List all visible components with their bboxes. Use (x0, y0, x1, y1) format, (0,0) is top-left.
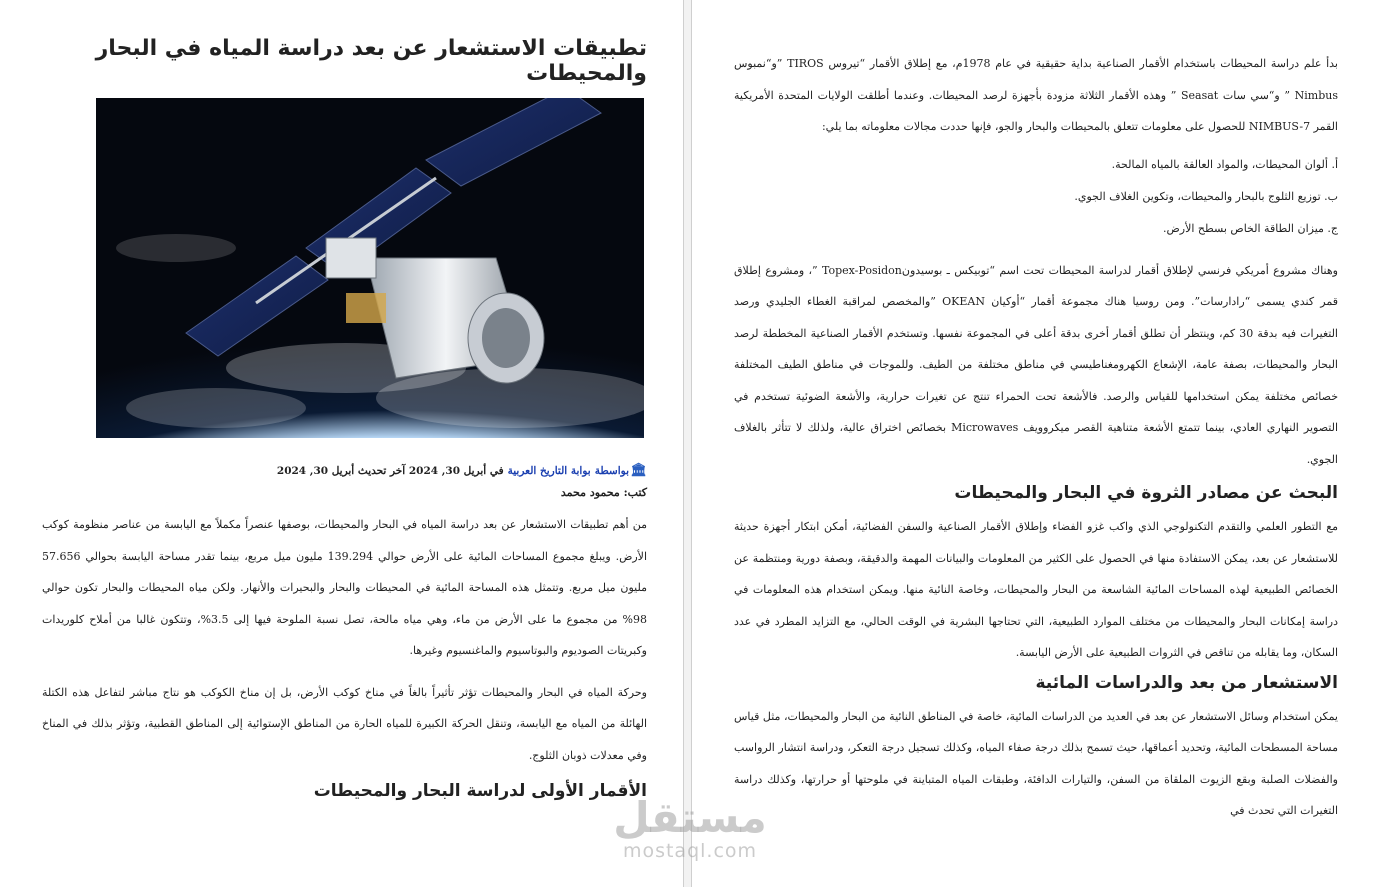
satellite-image (96, 98, 644, 438)
paragraph-1: من أهم تطبيقات الاستشعار عن بعد دراسة المياه في البحار والمحيطات، بوصفها عنصراً مكملاً مع اليابسة من عناصر منظومة كوكب الأرض. ويبلغ مجموع المساحات المائية على الأرض حوالي 139.294 مليون ميل مربع، بينما تقدر مساحة اليابسة بحوالي 57.656 مليون ميل مربع. وتتمثل هذه المساحة المائية في المحيطات والبحار والبحيرات والأنهار. ولكن مياه المحيطات والبحار تكون حوالي 98% من مجموع ما على الأرض من ماء، وهي مياه مالحة، تصل نسبة الملوحة فيها إلى 3.5%، وتتكون غالبا من أملاح كلوريدات وكبريتات الصوديوم والبوتاسيوم والماغنسيوم وغيرها. (42, 518, 648, 657)
watermark-arabic: مستقل (613, 793, 767, 842)
list-item: أ. ألوان المحيطات، والمواد العالقة بالمياه المالحة. (1111, 157, 1338, 171)
watermark-latin: mostaql.com (622, 840, 758, 862)
paragraph-water-studies: يمكن استخدام وسائل الاستشعار عن بعد في العديد من الدراسات المائية، خاصة في المناطق النائية من البحار والمحيطات، مثل قياس مساحة المسطحات المائية، وتحديد أعماقها، حيث تسمح بذلك درجة صفاء المياه، وكذلك تسجيل درجة التعكر، ودراسة انتشار الرواسب والفضلات الصلبة وبقع الزيوت الملقاة من السفن، والتيارات الدافئة، وطبقات المياه المتباينة في ملوحتها أو حرارتها، وكذلك دراسة التغيرات التي تحدث في (734, 709, 1338, 817)
heading-remote-sensing: الاستشعار من بعد والدراسات المائية (1035, 672, 1338, 693)
paragraph-wealth: مع التطور العلمي والتقدم التكنولوجي الذي واكب غزو الفضاء وإطلاق الأقمار الصناعية والسفن الفضائية، أمكن ابتكار أجهزة حديثة للاستشعار عن بعد، يمكن الاستفادة منها في الحصول على الكثير من المعلومات والبيانات المهمة والدقيقة، وبصفة دورية ومنتظمة عن الخصائص الطبيعية لهذه المساحات المائية الشاسعة من البحار والمحيطات، وخاصة النائية منها. ويمكن استخدام هذه المعلومات في دراسة إمكانات البحار والمحيطات من مختلف الموارد الطبيعية، التي تحتاجها البشرية في الوقت الحالي، مع التزايد المطرد في عدد السكان، وما يقابله من تناقص في الثروات الطبيعية على الأرض اليابسة. (734, 520, 1338, 659)
paragraph-projects: وهناك مشروع أمريكي فرنسي لإطلاق أقمار لدراسة المحيطات تحت اسم “توبيكس ـ بوسيدونTopex-Posidon ”، ومشروع إطلاق قمر كندي يسمى “رادارسات”. ومن روسيا هناك مجموعة أقمار “أوكيان OKEAN ”والمخصص لمراقبة الغطاء الجليدي ورصد التغيرات فيه بدقة 30 كم، وينتظر أن تطلق أقمار أخرى بدقة أعلى في المجموعة نفسها. وتستخدم الأقمار الصناعية المخططة لرصد البحار والمحيطات، بصفة عامة، الإشعاع الكهرومغناطيسي في مناطق مختلفة من الطيف. وللموجات في مناطق الطيف المختلفة خصائص مختلفة يمكن استخدامها للقياس والرصد. فالأشعة تحت الحمراء تنتج عن تغيرات حرارية، والأشعة الضوئية تستخدم في التصوير النهاري العادي، بينما تتمتع الأشعة متناهية القصر ميكروويف Microwaves بخصائص اختراق عالية، ولذلك لا تتأثر بالغلاف الجوي. (734, 263, 1338, 466)
intro-paragraph: بدأ علم دراسة المحيطات باستخدام الأقمار الصناعية بداية حقيقية في عام 1978م، مع إطلاق الأقمار “تيروس TIROS ”و“نمبوس Nimbus ” و“سي سات Seasat ” وهذه الأقمار الثلاثة مزودة بأجهزة لرصد المحيطات. وعندما أطلقت الولايات المتحدة الأمريكية القمر NIMBUS-7 للحصول على معلومات تتعلق بالمحيطات والبحار والجو، فإنها حددت مجالات معلوماته بما يلي: (734, 57, 1339, 133)
paragraph-2: وحركة المياه في البحار والمحيطات تؤثر تأثيراً بالغاً في مناخ كوكب الأرض، بل إن مناخ الكوكب هو نتاج مباشر لتفاعل هذه الكتلة الهائلة من المياه مع اليابسة، وتنقل الحركة الكبيرة للمياه الحارة من المناطق الإستوائية إلى المناطق القطبية، وتؤثر بذلك في المناخ وفي معدلات ذوبان الثلوج. (42, 685, 647, 762)
byline (42, 464, 647, 478)
byline-date: في أبريل 30, 2024 آخر تحديث أبريل 30, 2024 (276, 465, 504, 477)
article-title: تطبيقات الاستشعار عن بعد دراسة المياه في البحار والمحيطات (95, 36, 647, 86)
page-divider (683, 0, 692, 887)
list-item: ج. ميزان الطاقة الخاص بسطح الأرض. (1162, 221, 1338, 235)
info-list (734, 149, 1338, 245)
author: كتب: محمود محمد (560, 486, 647, 499)
satellite-illustration (96, 98, 644, 438)
byline-site-link[interactable]: بوابة التاريخ العربية (507, 465, 591, 477)
left-page (0, 0, 683, 887)
list-item: ب. توزيع الثلوج بالبحار والمحيطات، وتكوين الغلاف الجوي. (1074, 189, 1338, 203)
byline-label: بواسطة (594, 465, 629, 477)
watermark (600, 793, 780, 862)
heading-first-satellites: الأقمار الأولى لدراسة البحار والمحيطات (313, 781, 647, 801)
building-icon: 🏛 (630, 463, 647, 478)
heading-wealth-sources: البحث عن مصادر الثروة في البحار والمحيطات (954, 483, 1338, 503)
right-page (692, 0, 1378, 887)
